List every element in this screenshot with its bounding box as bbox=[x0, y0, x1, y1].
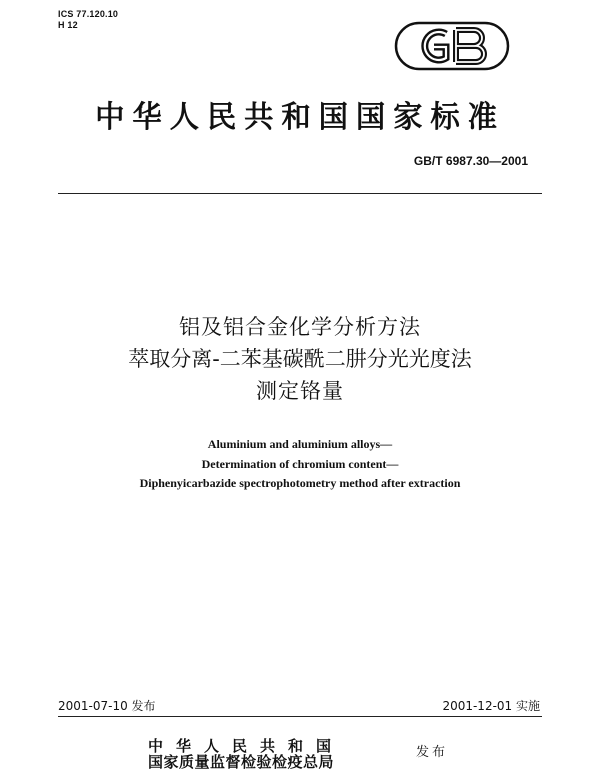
top-divider bbox=[58, 193, 542, 194]
english-title-line-3: Diphenyicarbazide spectrophotometry method after extraction bbox=[139, 476, 461, 490]
publish-label: 发布 bbox=[416, 745, 449, 760]
ccs-code: H 12 bbox=[58, 20, 78, 30]
issuer-agency: 国家质量监督检验检疫总局 bbox=[148, 753, 335, 771]
chinese-title-line-3: 测定铬量 bbox=[256, 379, 344, 403]
gb-logo bbox=[394, 20, 510, 72]
english-title-line-1: Aluminium and aluminium alloys— bbox=[207, 437, 393, 451]
bottom-divider bbox=[58, 716, 542, 717]
chinese-title-line-2: 萃取分离-二苯基碳酰二肼分光光度法 bbox=[128, 347, 472, 371]
ics-code: ICS 77.120.10 bbox=[58, 9, 119, 19]
classification-codes bbox=[58, 9, 118, 31]
chinese-title-line-1: 铝及铝合金化学分析方法 bbox=[179, 315, 421, 339]
implementation-date: 2001-12-01 实施 bbox=[442, 699, 540, 713]
issuer-country: 中华人民共和国 bbox=[148, 737, 345, 755]
issue-date: 2001-07-10 发布 bbox=[58, 699, 156, 713]
english-title-line-2: Determination of chromium content— bbox=[201, 457, 399, 471]
national-standard-banner: 中华人民共和国国家标准 bbox=[95, 100, 505, 135]
standard-number: GB/T 6987.30—2001 bbox=[413, 154, 528, 168]
